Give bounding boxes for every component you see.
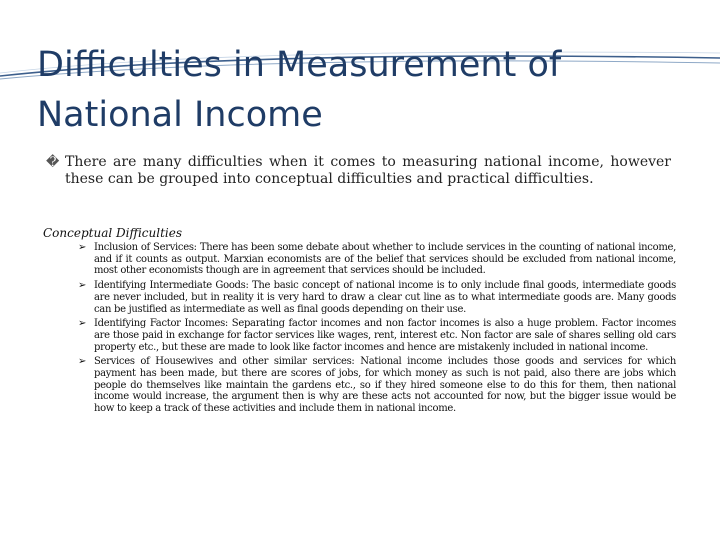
list-item-text: Inclusion of Services: There has been some debate about whether to include services in the counting of national income, and if it counts as output. Marxian economists are of the belief that services should be excluded from national income, most other economists though are in agreement that services should be included. — [94, 242, 676, 277]
arrow-bullet-icon: ➢ — [78, 356, 87, 368]
list-item — [78, 242, 676, 277]
list-item-text: Identifying Factor Incomes: Separating factor incomes and non factor incomes is also a huge problem. Factor incomes are those paid in exchange for factor services like wages, rent, interest etc. Non factor are sale of shares selling old cars property etc., but these are made to look like factor incomes and hence are mistakenly included in national income. — [94, 318, 676, 353]
intro-paragraph — [46, 154, 671, 188]
slide-title: Difficulties in Measurement of National Income — [37, 45, 562, 135]
list-item — [78, 318, 676, 353]
list-item-text: Services of Housewives and other similar services: National income includes those goods and services for which payment has been made, but there are scores of jobs, for which money as such is not paid, also there are jobs which people do themselves like maintain the gardens etc., so if they hired someone else to do this for them, then national income would increase, the argument then is why are these acts not accounted for now, but the bigger issue would be how to keep a track of these activities and include them in national income. — [94, 356, 676, 415]
arrow-bullet-icon: ➢ — [78, 242, 87, 253]
list-item — [78, 280, 676, 315]
intro-text: There are many difficulties when it comes to measuring national income, however these can be grouped into conceptual difficulties and practical difficulties. — [65, 154, 671, 187]
section-subheading: Conceptual Difficulties — [43, 226, 183, 240]
list-item-text: Identifying Intermediate Goods: The basic concept of national income is to only include final goods, intermediate goods are never included, but in reality it is very hard to draw a clear cut line as to what intermediate goods are. Many goods can be justified as intermediate as well as final goods depending on their use. — [94, 280, 676, 315]
bullet-icon: � — [46, 155, 60, 170]
list-item — [78, 356, 676, 415]
arrow-bullet-icon: ➢ — [78, 280, 87, 292]
arrow-bullet-icon: ➢ — [78, 318, 87, 330]
difficulty-list — [78, 242, 676, 418]
